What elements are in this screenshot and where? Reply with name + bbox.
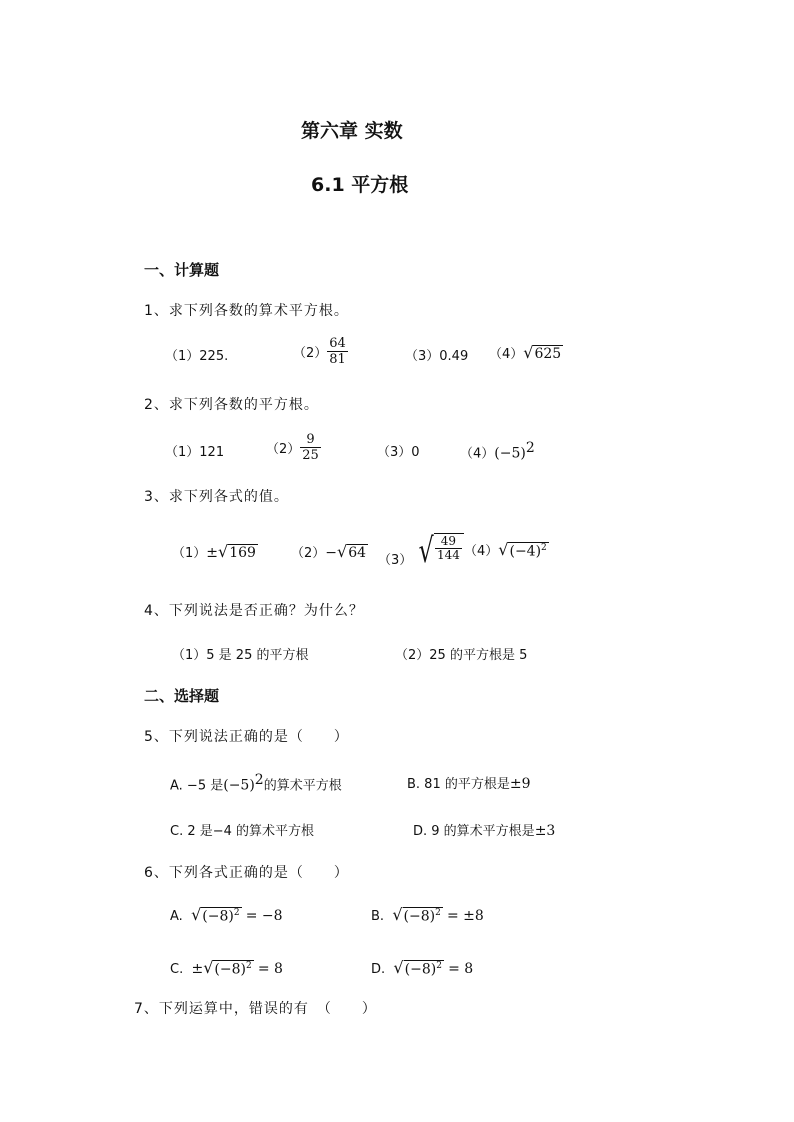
q3-item-2: （2）− √ 64 <box>291 542 367 561</box>
square-root: √ 169 <box>218 542 256 561</box>
chapter-title: 第六章 实数 <box>301 120 403 142</box>
square-root: √ 64 <box>337 542 367 561</box>
q3-item-1: （1）± √ 169 <box>172 542 256 561</box>
q1-item-1: （1）225. <box>165 349 229 364</box>
fraction: $\frac{64}{81}$ <box>329 336 346 367</box>
square-root: √ $(-8)^2$ <box>393 958 442 978</box>
question-5: 5、下列说法正确的是（ ） <box>144 729 349 745</box>
question-4: 4、下列说法是否正确？为什么？ <box>144 603 364 619</box>
q2-item-1: （1）121 <box>165 445 225 460</box>
question-1: 1、求下列各数的算术平方根。 <box>144 303 349 319</box>
q1-item-4: （4） √ 625 <box>489 343 562 362</box>
square-root: √ 625 <box>523 343 562 362</box>
fraction: $\frac{49}{144}$ <box>436 534 460 562</box>
square-root: √ $(-8)^2$ <box>392 905 441 925</box>
square-root: √ $(-8)^2$ <box>191 905 240 925</box>
q4-item-2: （2）25 的平方根是 5 <box>395 648 528 663</box>
section-heading-choice: 二、选择题 <box>144 687 220 705</box>
q3-item-3: （3） √ $\frac{49}{144}$ <box>378 533 464 569</box>
q2-item-2: （2） $\frac{9}{25}$ <box>266 432 319 463</box>
q5-option-a: A. −5 是$(-5)^2$的算术平方根 <box>170 772 342 794</box>
section-title: 6.1 平方根 <box>311 174 409 196</box>
q3-item-4: （4） √ $(-4)^2$ <box>464 540 547 560</box>
q5-option-c: C. 2 是−4 的算术平方根 <box>170 824 315 839</box>
q4-item-1: （1）5 是 25 的平方根 <box>172 648 309 663</box>
question-6: 6、下列各式正确的是（ ） <box>144 865 349 881</box>
section-heading-calculation: 一、计算题 <box>144 261 220 279</box>
question-7: 7、下列运算中，错误的有 （ ） <box>134 1001 377 1017</box>
q6-option-a: A. √ $(-8)^2$ = −8 <box>170 905 283 925</box>
square-root: √ $(-4)^2$ <box>498 540 547 560</box>
q6-option-d: D. √ $(-8)^2$ = 8 <box>371 958 474 978</box>
q2-item-4: $(4)(-5)^2$ <box>460 440 535 462</box>
square-root: √ $\frac{49}{144}$ <box>412 533 464 569</box>
q6-option-b: B. √ $(-8)^2$ = ±8 <box>371 905 484 925</box>
square-root: √ $(-8)^2$ <box>203 958 252 978</box>
q1-item-3: （3）0.49 <box>405 349 469 364</box>
q1-item-2: （2） $\frac{64}{81}$ <box>293 336 346 367</box>
q5-option-d: D. 9 的算术平方根是±3 <box>413 823 556 839</box>
q5-option-b: B. 81 的平方根是±9 <box>407 776 531 792</box>
q6-option-c: C. ± √ $(-8)^2$ = 8 <box>170 958 283 978</box>
question-2: 2、求下列各数的平方根。 <box>144 397 319 413</box>
fraction: $\frac{9}{25}$ <box>302 432 319 463</box>
q2-item-3: （3）0 <box>377 445 420 460</box>
question-3: 3、求下列各式的值。 <box>144 489 289 505</box>
